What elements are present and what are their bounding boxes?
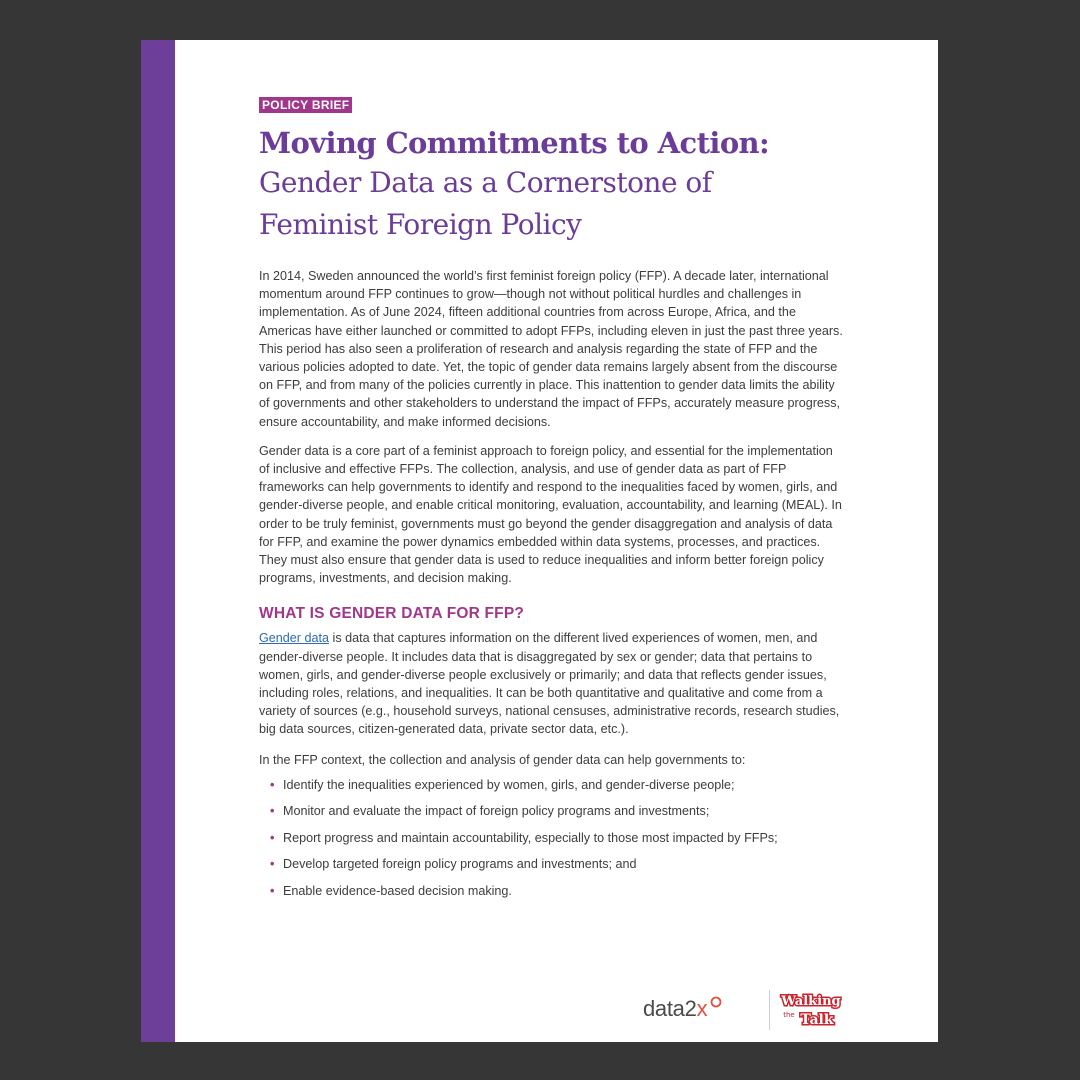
list-item-text: Identify the inequalities experienced by women, girls, and gender-diverse people;	[283, 777, 735, 792]
section-heading: WHAT IS GENDER DATA FOR FFP?	[259, 605, 525, 623]
definition-text: is data that captures information on the different lived experiences of women, men, and gender-diverse people. It includes data that is disaggregated by sex or gender; data that pertains to women, girls, and gender-diverse people exclusively or primarily; and data that reflects gender issues, including roles, relations, and inequalities. It can be both quantitative and qualitative and come from a variety of sources (e.g., household surveys, national censuses, administrative records, research studies, big data sources, citizen-generated data, private sector data, etc.).	[259, 631, 840, 737]
list-item-text: Develop targeted foreign policy programs and investments; and	[283, 857, 637, 872]
second-paragraph: Gender data is a core part of a feminist approach to foreign policy, and essential for the implementation of inclusive and effective FFPs. The collection, analysis, and use of gender data as part of FFP frameworks can help governments to identify and respond to the inequalities faced by women, girls, and gender-diverse people, and enable critical monitoring, evaluation, accountability, and learning (MEAL). In order to be truly feminist, governments must go beyond the gender disaggregation and analysis of data for FFP, and examine the power dynamics embedded within data systems, processes, and practices. They must also ensure that gender data is used to reduce inequalities and inform better foreign policy programs, investments, and decision making.	[259, 443, 842, 586]
policy-brief-badge: POLICY BRIEF	[259, 97, 352, 113]
wtt-walking: Walking	[781, 994, 841, 1009]
logo-divider	[769, 990, 770, 1030]
wtt-the: the	[783, 1011, 795, 1019]
context-paragraph: In the FFP context, the collection and analysis of gender data can help governments to:	[259, 752, 746, 767]
bullet-icon: •	[270, 830, 275, 845]
list-item	[270, 802, 844, 820]
bullet-icon: •	[270, 804, 275, 819]
footer-logos	[643, 990, 853, 1034]
walking-the-talk-logo	[775, 992, 847, 1030]
data2x-wordmark: data2	[643, 996, 697, 1021]
bullet-icon: •	[270, 883, 275, 898]
data2x-circle-icon	[708, 996, 724, 1014]
data2x-logo	[643, 996, 724, 1022]
list-item	[270, 855, 844, 873]
bullet-icon: •	[270, 857, 275, 872]
title-line-3: Feminist Foreign Policy	[259, 208, 582, 241]
list-item	[270, 829, 844, 847]
bullet-list	[259, 776, 844, 900]
list-item	[270, 882, 844, 900]
list-item	[270, 776, 844, 794]
document-page	[141, 40, 938, 1042]
document-title	[259, 124, 844, 246]
title-line-1: Moving Commitments to Action:	[259, 126, 770, 160]
intro-paragraph: In 2014, Sweden announced the world’s first feminist foreign policy (FFP). A decade later, international momentum around FFP continues to grow—though not without political hurdles and challenges in implementation. As of June 2024, fifteen additional countries from across Europe, Africa, and the Americas have either launched or committed to adopt FFPs, including eleven in just the past three years. This period has also seen a proliferation of research and analysis regarding the state of FFP and the various policies adopted to date. Yet, the topic of gender data remains largely absent from the discourse on FFP, and from many of the policies currently in place. This inattention to gender data limits the ability of governments and other stakeholders to understand the impact of FFPs, accurately measure progress, ensure accountability, and make informed decisions.	[259, 269, 843, 429]
title-line-2: Gender Data as a Cornerstone of	[259, 166, 712, 199]
list-item-text: Monitor and evaluate the impact of foreign policy programs and investments;	[283, 804, 710, 819]
definition-paragraph	[259, 629, 844, 738]
data2x-x-mark: x	[696, 996, 708, 1021]
left-purple-stripe	[141, 40, 175, 1042]
list-item-text: Enable evidence-based decision making.	[283, 883, 512, 898]
gender-data-link[interactable]: Gender data	[259, 631, 330, 646]
wtt-talk: Talk	[800, 1012, 834, 1028]
list-item-text: Report progress and maintain accountability, especially to those most impacted by FFPs;	[283, 830, 778, 845]
document-content	[259, 96, 844, 908]
bullet-icon: •	[270, 777, 275, 792]
